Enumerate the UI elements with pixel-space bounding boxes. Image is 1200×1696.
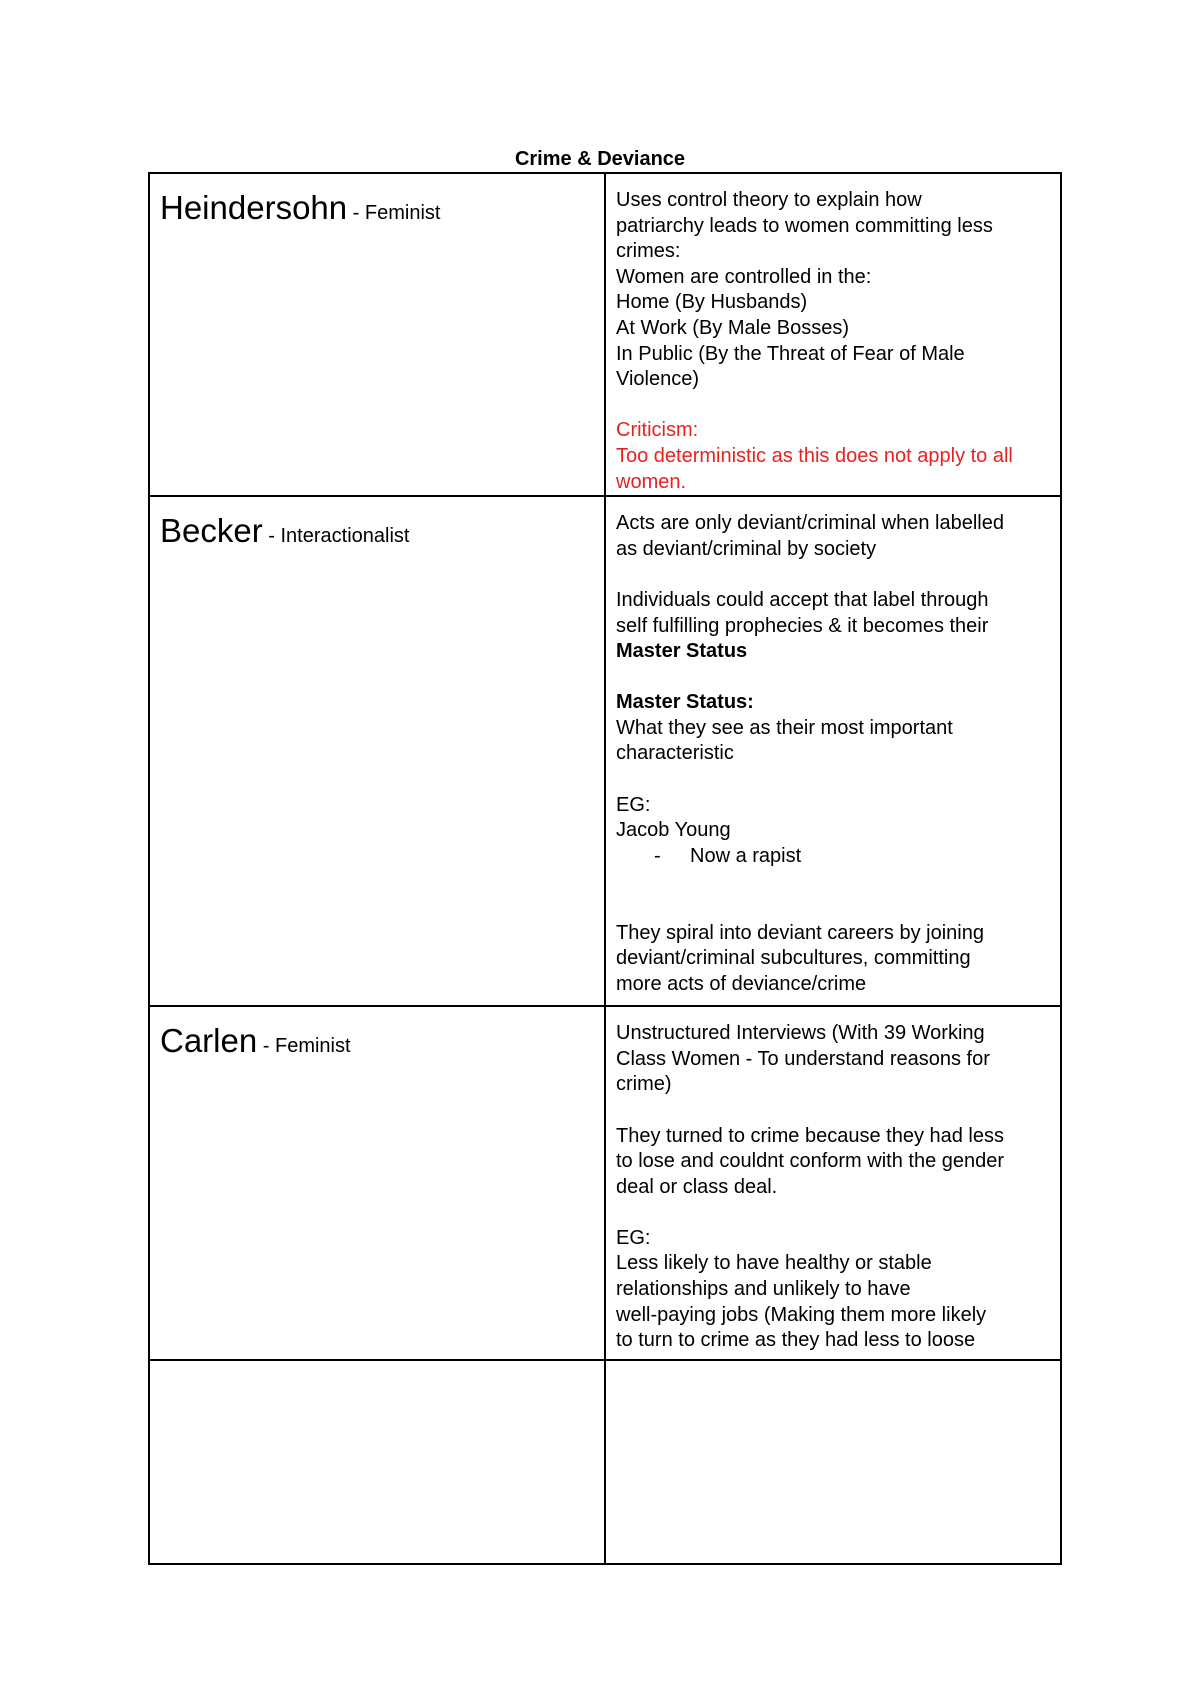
note-line: relationships and unlikely to have	[616, 1278, 911, 1301]
note-line: In Public (By the Threat of Fear of Male	[616, 342, 965, 365]
master-status-heading: Master Status:	[616, 691, 754, 714]
blank-line	[616, 393, 1056, 419]
note-line: Acts are only deviant/criminal when labelled	[616, 512, 1004, 535]
note-line: Uses control theory to explain how	[616, 189, 922, 211]
blank-line	[616, 665, 1056, 691]
blank-line	[616, 562, 1056, 588]
notes-cell	[605, 173, 1061, 496]
example-label: EG:	[616, 793, 651, 816]
notes-cell	[605, 496, 1061, 1006]
notes-cell	[605, 1006, 1061, 1360]
note-line: Less likely to have healthy or stable	[616, 1252, 932, 1275]
note-line: deviant/criminal subcultures, committing	[616, 947, 971, 970]
note-line: characteristic	[616, 742, 734, 765]
theorist-name: Becker	[160, 512, 263, 550]
note-line: Unstructured Interviews (With 39 Working	[616, 1022, 985, 1045]
note-line: At Work (By Male Bosses)	[616, 316, 850, 339]
note-line: Women are controlled in the:	[616, 265, 872, 288]
blank-line	[616, 767, 1056, 793]
blank-line	[616, 869, 1056, 895]
theorist-type: - Feminist	[257, 1035, 351, 1058]
blank-line	[616, 895, 1056, 921]
bullet-dash: -	[654, 844, 661, 867]
table-row	[149, 173, 1061, 496]
note-line: patriarchy leads to women committing less	[616, 214, 993, 237]
theorist-cell	[149, 1006, 605, 1360]
note-line: They spiral into deviant careers by joining	[616, 921, 984, 944]
table-row	[149, 1360, 1061, 1564]
notes-table	[148, 172, 1062, 1565]
table-row	[149, 1006, 1061, 1360]
note-line: to turn to crime as they had less to loose	[616, 1329, 976, 1352]
bullet-item	[616, 844, 1056, 870]
empty-cell	[605, 1360, 1061, 1564]
theorist-cell	[149, 496, 605, 1006]
theorist-name: Carlen	[160, 1022, 258, 1060]
theorist-type: - Feminist	[347, 202, 441, 224]
criticism-line: Too deterministic as this does not apply to all	[616, 444, 1013, 467]
note-line: Individuals could accept that label through	[616, 588, 989, 611]
note-line: well-paying jobs (Making them more likely	[616, 1303, 987, 1326]
blank-line	[616, 1098, 1056, 1124]
note-line: more acts of deviance/crime	[616, 972, 867, 995]
criticism-line: women.	[616, 470, 687, 493]
criticism-label: Criticism:	[616, 419, 699, 442]
note-line: They turned to crime because they had less	[616, 1124, 1004, 1147]
theorist-name: Heindersohn	[160, 189, 348, 226]
note-line: self fulfilling prophecies & it becomes their	[616, 614, 989, 637]
note-line: deal or class deal.	[616, 1175, 778, 1198]
page-title: Crime & Deviance	[514, 148, 686, 170]
bullet-text: Now a rapist	[690, 844, 802, 867]
theorist-type: - Interactionalist	[262, 525, 410, 548]
note-line: Home (By Husbands)	[616, 291, 808, 314]
empty-cell	[149, 1360, 605, 1564]
note-line: Violence)	[616, 368, 700, 391]
note-line: crimes:	[616, 240, 681, 263]
note-line: crime)	[616, 1073, 672, 1096]
example-label: EG:	[616, 1226, 651, 1249]
note-line: to lose and couldnt conform with the gender	[616, 1150, 1005, 1173]
note-line: What they see as their most important	[616, 716, 953, 739]
note-line: as deviant/criminal by society	[616, 537, 877, 560]
table-row	[149, 496, 1061, 1006]
example-name: Jacob Young	[616, 819, 731, 842]
blank-line	[616, 1200, 1056, 1226]
note-line: Class Women - To understand reasons for	[616, 1047, 990, 1070]
theorist-cell	[149, 173, 605, 496]
master-status-term: Master Status	[616, 640, 748, 663]
